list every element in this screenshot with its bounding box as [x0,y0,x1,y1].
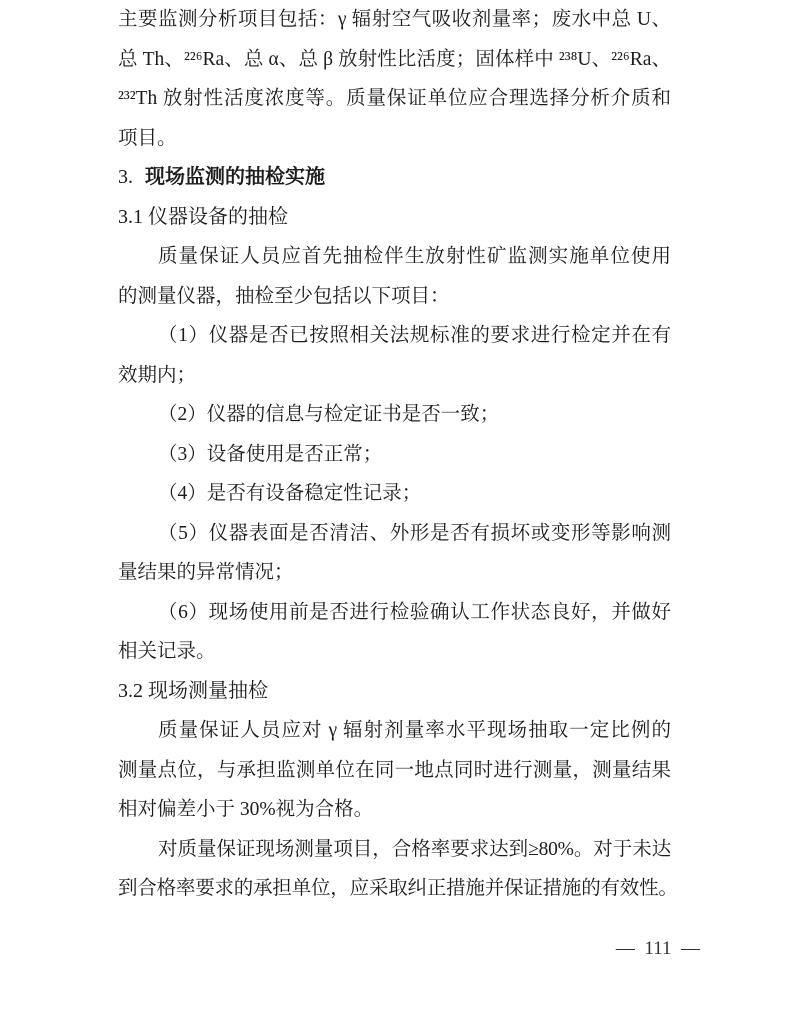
paragraph-line: 主要监测分析项目包括：γ 辐射空气吸收剂量率；废水中总 U、 [118,9,671,30]
paragraph-line: 总 Th、²²⁶Ra、总 α、总 β 放射性比活度；固体样中 ²³⁸U、²²⁶Ra、 [118,48,671,70]
paragraph-line: ²³²Th 放射性活度浓度等。质量保证单位应合理选择分析介质和 [118,88,671,109]
list-item-line: （4）是否有设备稳定性记录； [158,483,422,504]
paragraph-line: 测量点位，与承担监测单位在同一地点同时进行测量，测量结果 [118,759,671,781]
list-item-line: （5）仪器表面是否清洁、外形是否有损坏或变形等影响测 [158,522,671,544]
list-item-line: 相关记录。 [118,641,216,662]
list-item-line: （2）仪器的信息与检定证书是否一致； [158,404,500,425]
list-item-line: 效期内； [118,364,197,386]
page-number: — 111 — [615,938,700,959]
list-item-line: 量结果的异常情况； [118,562,294,583]
document-body [118,0,678,909]
paragraph-line: 质量保证人员应首先抽检伴生放射性矿监测实施单位使用 [158,246,671,267]
paragraph-line: 到合格率要求的承担单位，应采取纠正措施并保证措施的有效性。 [118,878,678,899]
subsection-heading-3-2: 3.2 现场测量抽检 [118,679,268,702]
list-item-line: （6）现场使用前是否进行检验确认工作状态良好，并做好 [158,601,671,623]
section-number: 3. [118,166,133,188]
paragraph-line: 质量保证人员应对 γ 辐射剂量率水平现场抽取一定比例的 [158,720,671,741]
paragraph-line: 的测量仪器，抽检至少包括以下项目： [118,285,450,307]
subsection-heading-3-1: 3.1 仪器设备的抽检 [118,205,288,228]
list-item-line: （3）设备使用是否正常； [158,443,383,465]
section-title: 现场监测的抽检实施 [145,166,325,188]
paragraph-line: 项目。 [118,127,177,149]
paragraph-line: 对质量保证现场测量项目，合格率要求达到≥80%。对于未达 [158,838,671,860]
list-item-line: （1）仪器是否已按照相关法规标准的要求进行检定并在有 [158,325,671,346]
section-heading [118,158,671,198]
paragraph-line: 相对偏差小于 30%视为合格。 [118,799,374,820]
